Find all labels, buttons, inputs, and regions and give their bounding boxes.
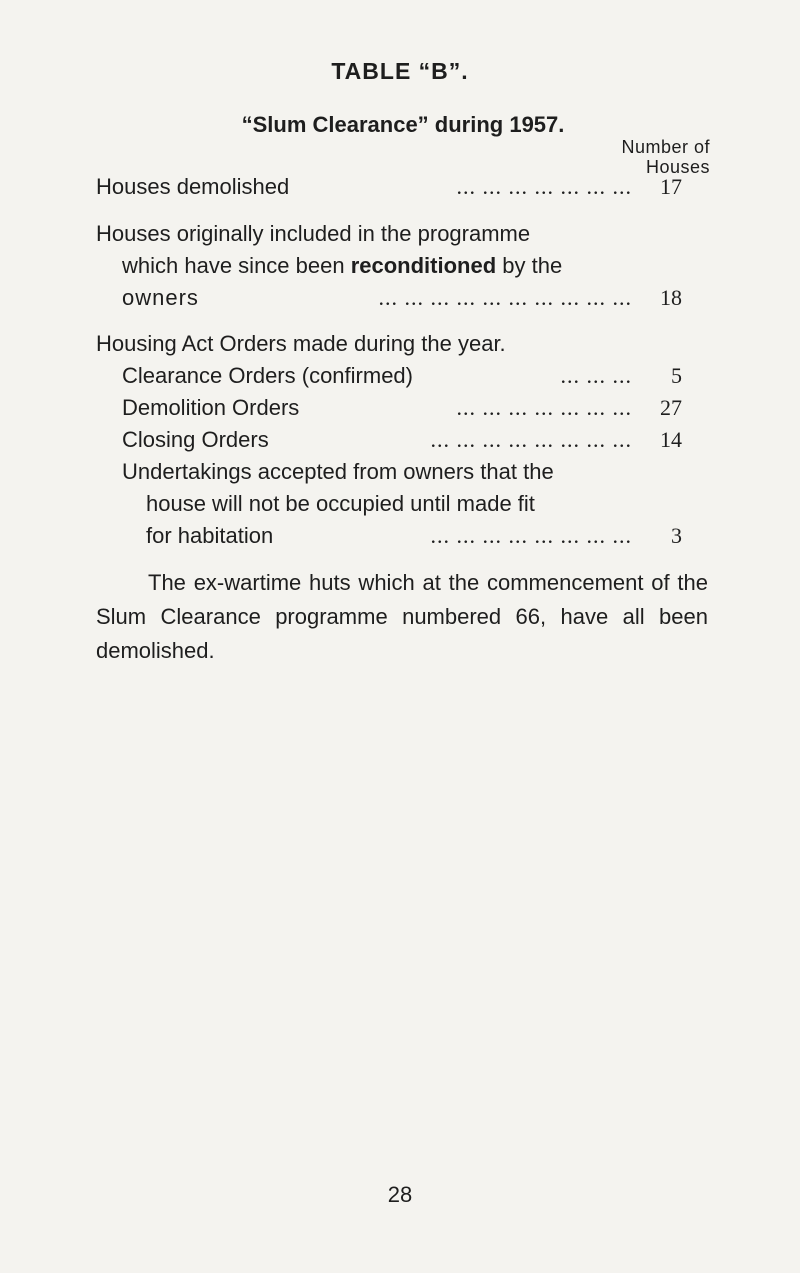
demolition-orders-label: Demolition Orders [122, 395, 300, 420]
huts-paragraph: The ex-wartime huts which at the commencement of the Slum Clearance programme numbered 66, have all been demolished. [96, 570, 708, 663]
page-number: 28 [387, 1182, 413, 1207]
reconditioned-label-line1: Houses originally included in the programme [96, 221, 531, 246]
clearance-orders-leader: ... ... ... [560, 363, 632, 388]
column-header-line2: Houses [645, 157, 710, 177]
column-header-line1: Number of [621, 137, 710, 157]
orders-heading: Housing Act Orders made during the year. [96, 331, 506, 356]
reconditioned-label-line3: owners [122, 285, 199, 310]
undertakings-line1: Undertakings accepted from owners that the [122, 459, 554, 484]
column-header [621, 137, 710, 177]
closing-orders-value: 14 [660, 427, 682, 452]
reconditioned-value: 18 [660, 285, 682, 310]
table-subtitle: “Slum Clearance” during 1957. [241, 112, 565, 137]
undertakings-line2: house will not be occupied until made fit [146, 491, 535, 516]
demolition-orders-value: 27 [660, 395, 682, 420]
houses-demolished-label: Houses demolished [96, 174, 290, 199]
clearance-orders-value: 5 [671, 363, 682, 388]
undertakings-value: 3 [671, 523, 682, 548]
undertakings-line3: for habitation [146, 523, 274, 548]
reconditioned-label-line2: which have since been reconditioned by the [122, 253, 563, 278]
houses-demolished-value: 17 [660, 174, 682, 199]
reconditioned-leader: ... ... ... ... ... ... ... ... ... ... [378, 285, 632, 310]
demolition-orders-leader: ... ... ... ... ... ... ... [456, 395, 632, 420]
undertakings-leader: ... ... ... ... ... ... ... ... [430, 523, 632, 548]
table-title: TABLE “B”. [331, 58, 469, 84]
closing-orders-label: Closing Orders [122, 427, 269, 452]
closing-orders-leader: ... ... ... ... ... ... ... ... [430, 427, 632, 452]
clearance-orders-label: Clearance Orders (confirmed) [122, 363, 413, 388]
houses-demolished-leader: ... ... ... ... ... ... ... [456, 174, 632, 199]
reconditioned-word: reconditioned [350, 253, 497, 278]
